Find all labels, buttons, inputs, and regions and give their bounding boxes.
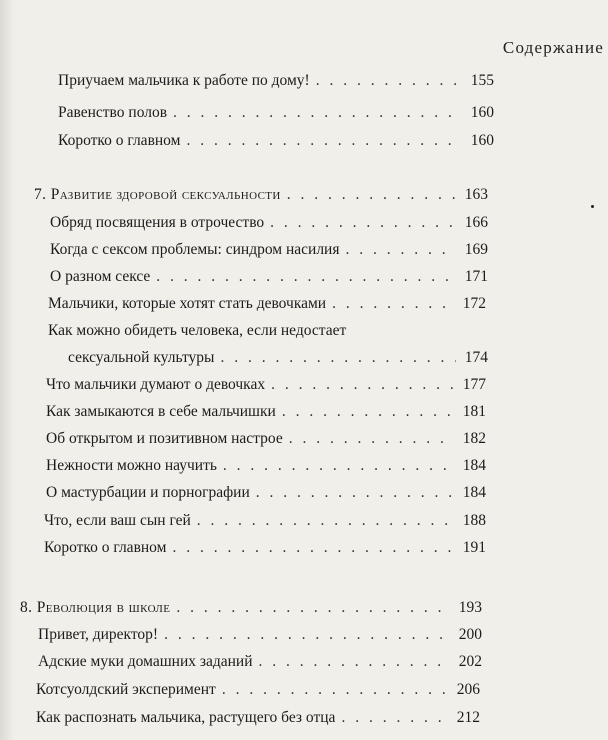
toc-entry-title: Коротко о главном: [58, 132, 181, 149]
toc-chapter-title: 7. Развитие здоровой сексуальности: [34, 186, 281, 203]
toc-entry-title: Приучаем мальчика к работе по дому!: [58, 72, 310, 89]
leader-dots: [287, 186, 456, 204]
leader-dots: [271, 376, 454, 394]
leader-dots: [223, 457, 454, 475]
running-header: Содержание: [502, 38, 604, 57]
toc-chapter-page: 163: [464, 186, 488, 203]
toc-entry: [38, 653, 482, 679]
leader-dots: [332, 295, 454, 313]
toc-entry-page: 200: [458, 626, 482, 643]
leader-dots: [270, 214, 456, 232]
toc-entry-title: Что мальчики думают о девочках: [46, 376, 266, 393]
toc-entry: [44, 512, 486, 538]
toc-chapter-title: 8. Революция в школе: [20, 599, 171, 616]
leader-dots: [186, 132, 462, 150]
toc-entry-page: 212: [456, 709, 480, 726]
toc-entry: [58, 132, 494, 158]
toc-entry: [50, 241, 488, 267]
toc-chapter-page: 193: [458, 599, 482, 616]
toc-entry-page: 155: [470, 72, 494, 89]
leader-dots: [316, 72, 462, 90]
toc-entry-title: Нежности можно научить: [46, 457, 217, 474]
leader-dots: [164, 626, 450, 644]
toc-entry-page: 166: [464, 214, 488, 231]
toc-entry: [46, 376, 486, 402]
toc-entry: [58, 72, 494, 98]
toc-entry-title: Равенство полов: [58, 104, 168, 121]
toc-entry-title: Как замыкаются в себе мальчишки: [46, 403, 276, 420]
toc-entry-title: О разном сексе: [50, 268, 151, 285]
toc-entry: [58, 104, 494, 130]
toc-entry-page: 202: [458, 653, 482, 670]
toc-entry-title: Привет, директор!: [38, 626, 159, 643]
toc-entry-title: сексуальной культуры: [68, 349, 215, 366]
leader-dots: [172, 539, 454, 557]
leader-dots: [156, 268, 456, 286]
toc-entry: [44, 539, 486, 565]
leader-dots: [222, 681, 448, 699]
toc-entry-title: Обряд посвящения в отрочество: [50, 214, 265, 231]
toc-entry-page: 160: [470, 104, 494, 121]
toc-entry-title: Адские муки домашних заданий: [38, 653, 253, 670]
toc-entry-continued: [48, 322, 488, 348]
leader-dots: [256, 484, 454, 502]
toc-entry-page: 191: [462, 539, 486, 556]
toc-entry: [46, 484, 486, 510]
toc-entry-page: 177: [462, 376, 486, 393]
leader-dots: [259, 653, 450, 671]
leader-dots: [176, 599, 450, 617]
toc-entry-page: 182: [462, 430, 486, 447]
toc-entry: [36, 709, 480, 735]
toc-chapter: [34, 186, 488, 212]
toc-entry: [46, 457, 486, 483]
toc-entry-page: 206: [456, 681, 480, 698]
toc-entry-page: 171: [464, 268, 488, 285]
leader-dots: [173, 104, 462, 122]
toc-entry: [46, 430, 486, 456]
toc-entry-title: Что, если ваш сын гей: [44, 512, 191, 529]
toc-entry: [48, 295, 486, 321]
toc-entry-page: 188: [462, 512, 486, 529]
ink-speck: [591, 205, 594, 208]
toc-entry-page: 184: [462, 457, 486, 474]
toc-chapter: [20, 599, 482, 625]
leader-dots: [220, 349, 456, 367]
toc-entry-page: 172: [462, 295, 486, 312]
toc-entry-title: Мальчики, которые хотят стать девочками: [48, 295, 327, 312]
toc-entry: [38, 626, 482, 652]
toc-entry-title: Об открытом и позитивном настрое: [46, 430, 283, 447]
leader-dots: [341, 709, 448, 727]
toc-entry: [68, 349, 488, 375]
toc-entry-title: О мастурбации и порнографии: [46, 484, 250, 501]
page-edge: [0, 0, 14, 740]
toc-entry: [50, 268, 488, 294]
toc-entry-page: 160: [470, 132, 494, 149]
toc-entry: [46, 403, 486, 429]
leader-dots: [197, 512, 454, 530]
toc-entry-title: Как распознать мальчика, растущего без отца: [36, 709, 336, 726]
toc-entry: [36, 681, 480, 707]
toc-entry-page: 169: [464, 241, 488, 258]
toc-entry-page: 184: [462, 484, 486, 501]
toc-entry: [50, 214, 488, 240]
leader-dots: [345, 241, 456, 259]
toc-entry-title: Когда с сексом проблемы: синдром насилия: [50, 241, 340, 258]
toc-entry-title: Коротко о главном: [44, 539, 167, 556]
toc-entry-title: Как можно обидеть человека, если недостает: [48, 322, 347, 339]
leader-dots: [289, 430, 454, 448]
toc-entry-page: 181: [462, 403, 486, 420]
leader-dots: [282, 403, 454, 421]
toc-entry-title: Котсуолдский эксперимент: [36, 681, 216, 698]
toc-entry-page: 174: [464, 349, 488, 366]
